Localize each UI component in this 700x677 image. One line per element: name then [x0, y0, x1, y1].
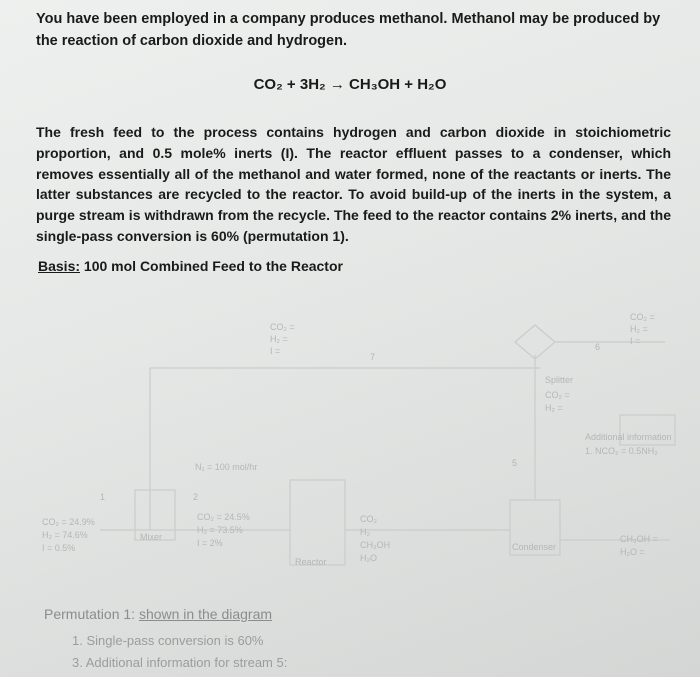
mixer-label: Mixer: [140, 532, 162, 542]
purge-co2-label: CO₂ =: [630, 312, 655, 322]
stream-5-label: 5: [512, 458, 518, 468]
additional-info-title: Additional information: [585, 432, 672, 442]
basis-label: Basis:: [38, 258, 81, 274]
process-flow-diagram: [40, 290, 680, 600]
combined-h2-label: H₂ = 73.5%: [197, 525, 243, 535]
effluent-h2o-label: H₂O: [360, 553, 377, 563]
feed-co2-label: CO₂ = 24.9%: [42, 517, 95, 527]
purge-h2-label: H₂ =: [630, 324, 648, 334]
stream-1-label: 1: [100, 492, 106, 502]
effluent-ch3oh-label: CH₃OH: [360, 540, 391, 550]
recycle-i-label: I =: [270, 346, 281, 356]
combined-i-label: I = 2%: [197, 538, 223, 548]
recycle-co2-label: CO₂ =: [270, 322, 295, 332]
splitter-h2-label: H₂ =: [545, 403, 563, 413]
reaction-equation: CO₂ + 3H₂ → CH₃OH + H₂O: [253, 76, 447, 93]
permutation-link[interactable]: shown in the diagram: [138, 606, 273, 622]
product-ch3oh-label: CH₃OH =: [620, 534, 658, 544]
stream-2-label: 2: [193, 492, 199, 502]
reactor-box: [290, 480, 345, 565]
reactor-label: Reactor: [295, 557, 327, 567]
list-item: 1. Single-pass conversion is 60%: [72, 633, 264, 648]
intro-text: You have been employed in a company produces methanol. Methanol may be produced by the reaction of carbon dioxide and hydrogen.: [36, 11, 661, 49]
conditions-list: [72, 630, 287, 674]
recycle-h2-label: H₂ =: [270, 334, 288, 344]
product-h2o-label: H₂O =: [620, 547, 645, 557]
additional-info-line: 1. NCO₂ = 0.5NH₂: [585, 446, 658, 456]
flow-label: N₁ = 100 mol/hr: [195, 462, 258, 472]
splitter-co2-label: CO₂ =: [545, 390, 570, 400]
purge-i-label: I =: [630, 336, 641, 346]
effluent-h2-label: H₂: [360, 527, 370, 537]
problem-statement: The fresh feed to the process contains hydrogen and carbon dioxide in stoichiometric proportion, and 0.5 mole% inerts (I). The reactor effluent passes to a condenser, which removes essentially all of the methanol and water formed, none of the reactants or inerts. The latter substances are recycled to the reactor. To avoid build-up of the inerts in the system, a purge stream is withdrawn from the recycle. The feed to the reactor contains 2% inerts, and the single-pass conversion is 60% (permutation 1).: [36, 124, 671, 244]
stream-7-label: 7: [370, 352, 376, 362]
stream-6-label: 6: [595, 342, 601, 352]
splitter-label: Splitter: [545, 375, 574, 385]
feed-h2-label: H₂ = 74.6%: [42, 530, 88, 540]
feed-i-label: I = 0.5%: [42, 543, 76, 553]
diagram-svg: [40, 290, 680, 600]
list-item: 3. Additional information for stream 5:: [72, 655, 288, 670]
combined-co2-label: CO₂ = 24.5%: [197, 512, 250, 522]
splitter-diamond: [515, 325, 555, 359]
effluent-co2-label: CO₂: [360, 514, 377, 524]
basis-text: 100 mol Combined Feed to the Reactor: [83, 258, 343, 274]
permutation-label: Permutation 1:: [44, 606, 136, 622]
condenser-label: Condenser: [512, 542, 557, 552]
basis-line: [38, 258, 343, 274]
permutation-line: [44, 606, 272, 622]
